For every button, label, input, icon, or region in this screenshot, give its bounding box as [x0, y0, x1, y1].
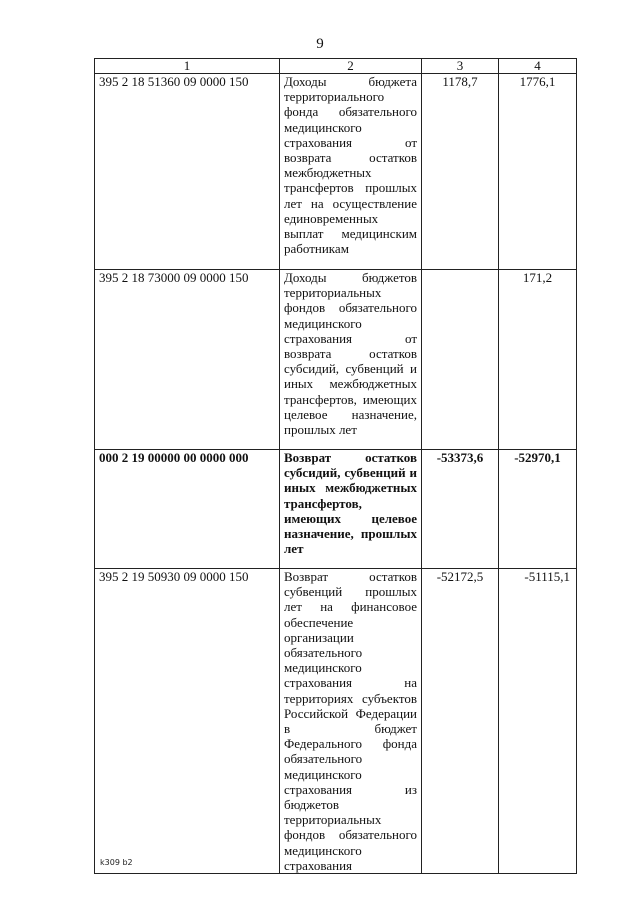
value-col-3: 1178,7	[422, 74, 499, 270]
budget-code: 395 2 18 51360 09 0000 150	[95, 74, 280, 270]
row-description: Возврат остатков субсидий, субвенций и иных межбюджетных трансфертов, имеющих целевое назначение, прошлых лет	[280, 450, 422, 569]
value-col-4: 1776,1	[499, 74, 577, 270]
table-row	[95, 450, 577, 569]
budget-code: 395 2 19 50930 09 0000 150	[95, 569, 280, 874]
budget-code: 000 2 19 00000 00 0000 000	[95, 450, 280, 569]
value-col-4: -51115,1	[499, 569, 577, 874]
table-header-row	[95, 59, 577, 74]
row-description: Доходы бюджета территориального фонда обязательного медицинского страхования от возврата остатков межбюджетных трансфертов прошлых лет на осуществление единовременных выплат медицинским работникам	[280, 74, 422, 270]
value-col-3	[422, 270, 499, 450]
value-col-4: -52970,1	[499, 450, 577, 569]
row-description: Возврат остатков субвенций прошлых лет на финансовое обеспечение организации обязательного медицинского страхования на территориях субъектов Российской Федерации в бюджет Федерального фонда обязательного медицинского страхования из бюджетов территориальных фондов обязательного медицинского страхования	[280, 569, 422, 874]
header-col-4: 4	[499, 59, 577, 74]
footer-code: k309 b2	[100, 858, 133, 867]
value-col-3: -53373,6	[422, 450, 499, 569]
row-description: Доходы бюджетов территориальных фондов обязательного медицинского страхования от возврата остатков субсидий, субвенций и иных межбюджетных трансфертов, имеющих целевое назначение, прошлых лет	[280, 270, 422, 450]
table-row	[95, 74, 577, 270]
header-col-3: 3	[422, 59, 499, 74]
header-col-1: 1	[95, 59, 280, 74]
value-col-4: 171,2	[499, 270, 577, 450]
header-col-2: 2	[280, 59, 422, 74]
page-number: 9	[316, 36, 324, 52]
table-row	[95, 270, 577, 450]
budget-code: 395 2 18 73000 09 0000 150	[95, 270, 280, 450]
budget-table	[94, 58, 577, 874]
table-row	[95, 569, 577, 874]
value-col-3: -52172,5	[422, 569, 499, 874]
